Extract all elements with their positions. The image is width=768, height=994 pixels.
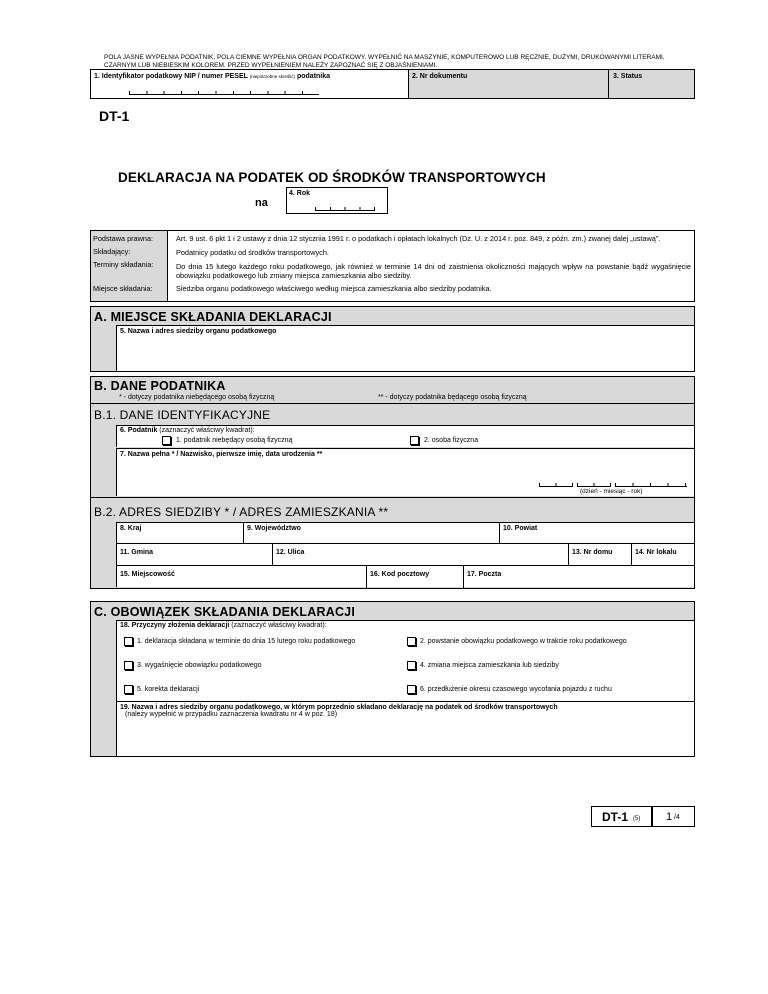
- country-field[interactable]: [117, 523, 244, 544]
- note-natural-person: ** - dotyczy podatnika będącego osobą fizyczną: [378, 394, 527, 401]
- voivodeship-field[interactable]: [244, 523, 500, 544]
- form-code: DT-1: [99, 108, 130, 124]
- status-label: 3. Status: [613, 73, 643, 80]
- county-field[interactable]: [500, 523, 695, 544]
- section-b1: [90, 404, 695, 498]
- info-submitter: Podatnicy podatku od środków transportowych.: [176, 248, 329, 257]
- info-label-submitter: Składający:: [93, 247, 131, 256]
- municipality-label: 11. Gmina: [120, 549, 154, 556]
- note-legal-entity: * - dotyczy podatnika niebędącego osobą fizyczną: [119, 394, 275, 401]
- info-deadline: Do dnia 15 lutego każdego roku podatkowego, jak również w terminie 14 dni od zaistnienia okoliczności mających wpływ na powstanie bądź wygaśnięcie obowiązku podatkowego lub zmiany miejsca zamieszkania albo siedziby.: [176, 262, 691, 280]
- nip-pesel-sup: (niepotrzebne skreślić): [249, 74, 296, 79]
- page-total: /4: [674, 814, 680, 821]
- nip-pesel-label-end: podatnika: [296, 73, 331, 80]
- info-label-deadline: Terminy składania:: [93, 260, 154, 269]
- header-row: [90, 69, 695, 99]
- county-label: 10. Powiat: [503, 525, 538, 532]
- city-field[interactable]: [117, 566, 367, 588]
- voivodeship-label: 9. Województwo: [247, 525, 301, 532]
- street-label: 12. Ulica: [276, 549, 305, 556]
- house-number-field[interactable]: [569, 544, 632, 566]
- checkbox-not-natural-person[interactable]: [162, 436, 171, 445]
- country-label: 8. Kraj: [120, 525, 142, 532]
- municipality-field[interactable]: [117, 544, 273, 566]
- info-block: [90, 230, 695, 302]
- footer-form-code: [591, 806, 652, 827]
- na-label: na: [255, 197, 268, 209]
- footer-version: (5): [633, 816, 641, 822]
- section-c: [90, 601, 695, 757]
- previous-office-label: 19. Nazwa i adres siedziby organu podatkowego, w którym poprzednio składano deklarację na podatek od środków transportowych: [120, 704, 558, 711]
- nip-comb: [129, 91, 319, 95]
- status-field: [609, 70, 694, 98]
- full-name-field[interactable]: [116, 448, 694, 496]
- info-basis: Art. 9 ust. 6 pkt 1 i 2 ustawy z dnia 12 stycznia 1991 r. o podatkach i opłatach lokalnych (Dz. U. z 2014 r. poz. 849, z późn. zm.) zwanej dalej „ustawą”.: [176, 234, 661, 243]
- taxpayer-type-hint: (zaznaczyć właściwy kwadrat):: [159, 427, 255, 434]
- reasons-field: [116, 620, 694, 701]
- tax-office-field[interactable]: [116, 325, 694, 371]
- checkbox-reason-4[interactable]: [407, 661, 416, 670]
- reason-1: 1. deklaracja składana w terminie do dnia 15 lutego roku podatkowego: [137, 638, 356, 645]
- year-comb: [315, 207, 375, 211]
- doc-number-field: [409, 70, 609, 98]
- footer-code: DT-1: [602, 810, 629, 824]
- page-current: 1: [666, 811, 673, 823]
- checkbox-natural-person[interactable]: [410, 436, 419, 445]
- section-b2-title: B.2. ADRES SIEDZIBY * / ADRES ZAMIESZKANIA **: [94, 505, 389, 519]
- previous-office-field[interactable]: [116, 701, 694, 756]
- birth-year-comb: [615, 483, 687, 487]
- reason-5: 5. korekta deklaracji: [137, 686, 200, 693]
- apartment-number-label: 14. Nr lokalu: [635, 549, 677, 556]
- taxpayer-type-label: 6. Podatnik: [120, 427, 158, 434]
- page-title: DEKLARACJA NA PODATEK OD ŚRODKÓW TRANSPORTOWYCH: [118, 170, 546, 185]
- info-label-place: Miejsce składania:: [93, 284, 153, 293]
- previous-office-note: (należy wypełnić w przypadku zaznaczenia kwadratu nr 4 w poz. 18): [125, 711, 338, 718]
- apartment-number-field[interactable]: [632, 544, 695, 566]
- nip-pesel-field[interactable]: [91, 70, 409, 98]
- nip-pesel-label: 1. Identyfikator podatkowy NIP / numer PESEL: [94, 73, 248, 80]
- birth-month-comb: [577, 483, 611, 487]
- section-b1-title: B.1. DANE IDENTYFIKACYJNE: [94, 408, 271, 422]
- option-not-natural-person: 1. podatnik niebędący osobą fizyczną: [176, 437, 293, 444]
- reasons-hint: (zaznaczyć właściwy kwadrat):: [231, 622, 327, 629]
- post-office-field[interactable]: [464, 566, 695, 588]
- birth-day-comb: [539, 483, 573, 487]
- city-label: 15. Miejscowość: [120, 571, 175, 578]
- section-b: [90, 376, 695, 404]
- street-field[interactable]: [273, 544, 569, 566]
- post-office-label: 17. Poczta: [467, 571, 502, 578]
- option-natural-person: 2. osoba fizyczna: [424, 437, 479, 444]
- reason-2: 2. powstanie obowiązku podatkowego w trakcie roku podatkowego: [420, 638, 627, 645]
- checkbox-reason-6[interactable]: [407, 685, 416, 694]
- section-a: [90, 306, 695, 372]
- footer-page-number: [652, 806, 695, 827]
- section-b-title: B. DANE PODATNIKA: [94, 379, 226, 393]
- full-name-label: 7. Nazwa pełna * / Nazwisko, pierwsze imię, data urodzenia **: [120, 451, 323, 458]
- tax-office-label: 5. Nazwa i adres siedziby organu podatkowego: [120, 328, 277, 335]
- date-format-hint: (dzień - miesiąc - rok): [580, 488, 643, 495]
- section-b2: [90, 498, 695, 589]
- house-number-label: 13. Nr domu: [572, 549, 613, 556]
- year-field[interactable]: [286, 187, 388, 214]
- section-c-title: C. OBOWIĄZEK SKŁADANIA DEKLARACJI: [94, 605, 355, 619]
- reasons-label: 18. Przyczyny złożenia deklaracji: [120, 622, 230, 629]
- year-label: 4. Rok: [289, 190, 311, 197]
- reason-6: 6. przedłużenie okresu czasowego wycofania pojazdu z ruchu: [420, 686, 612, 693]
- reason-4: 4. zmiana miejsca zamieszkania lub siedziby: [420, 662, 559, 669]
- reason-3: 3. wygaśnięcie obowiązku podatkowego: [137, 662, 262, 669]
- taxpayer-type-field: [116, 425, 694, 447]
- postal-code-field[interactable]: [367, 566, 464, 588]
- fill-instructions: POLA JASNE WYPEŁNIA PODATNIK, POLA CIEMNE WYPEŁNIA ORGAN PODATKOWY. WYPEŁNIĆ NA MASZYNIE, KOMPUTEROWO LUB RĘCZNIE, DUŻYMI, DRUKOWANYMI LITERAMI, CZARNYM LUB NIEBIESKIM KOLOREM. PRZED WYPEŁNIENIEM NALEŻY ZAPOZNAĆ SIĘ Z OBJAŚNIENIAMI.: [104, 54, 665, 69]
- checkbox-reason-2[interactable]: [407, 637, 416, 646]
- doc-number-label: 2. Nr dokumentu: [412, 73, 468, 80]
- checkbox-reason-1[interactable]: [124, 637, 133, 646]
- info-label-basis: Podstawa prawna:: [93, 234, 154, 243]
- checkbox-reason-3[interactable]: [124, 661, 133, 670]
- checkbox-reason-5[interactable]: [124, 685, 133, 694]
- postal-code-label: 16. Kod pocztowy: [370, 571, 430, 578]
- info-place: Siedziba organu podatkowego właściwego według miejsca zamieszkania albo siedziby podatnika.: [176, 284, 492, 293]
- section-a-title: A. MIEJSCE SKŁADANIA DEKLARACJI: [94, 310, 332, 324]
